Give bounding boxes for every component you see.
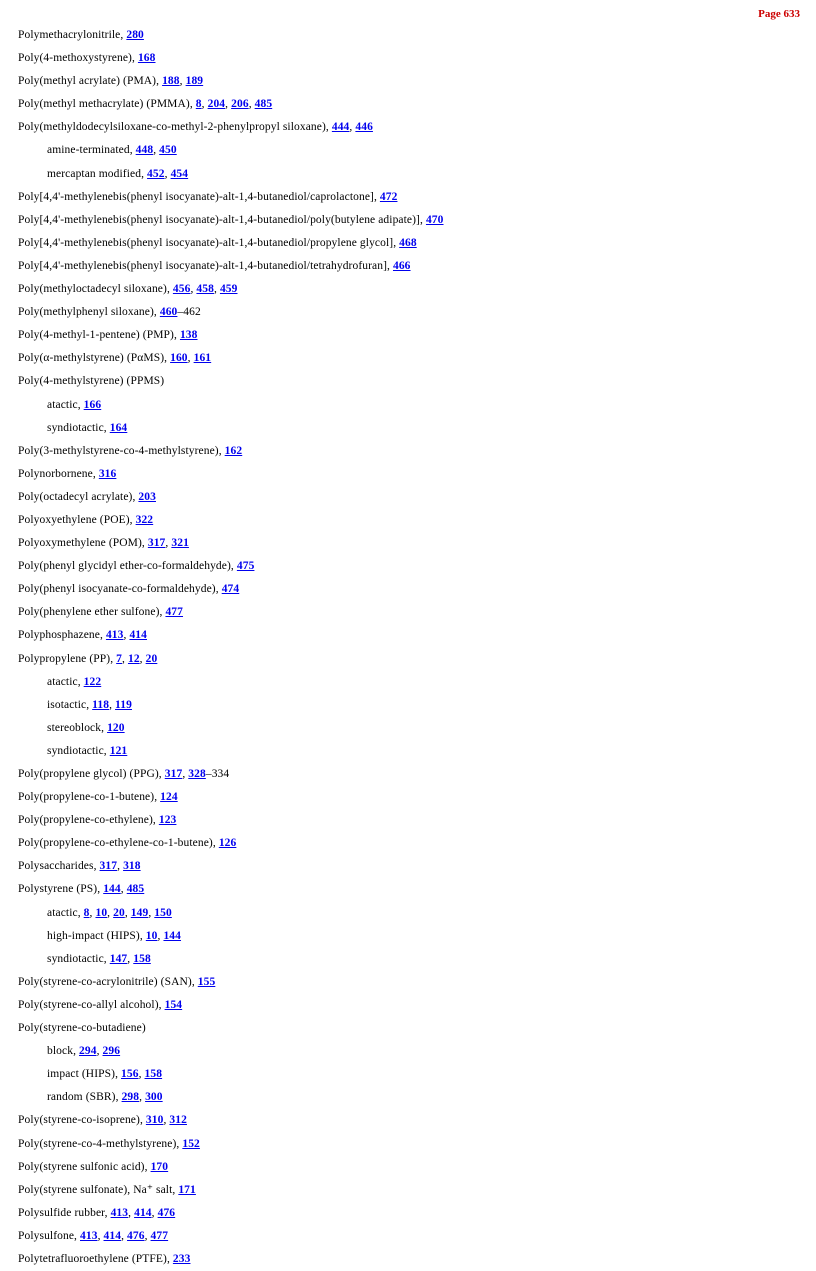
index-term: Polypropylene (PP) [18,652,111,665]
index-term: mercaptan modified [47,167,142,180]
page-link[interactable]: 122 [83,675,102,688]
index-entry: Polyoxymethylene (POM), 317, 321 [18,537,189,550]
index-entry: Poly(3-methylstyrene-co-4-methylstyrene), 162 [18,444,243,457]
page-link[interactable]: 154 [164,998,183,1011]
page-link[interactable]: 450 [159,144,177,157]
index-entry: Poly(propylene glycol) (PPG), 317, 328–334 [18,768,230,780]
index-term: Poly(styrene-co-4-methylstyrene) [18,1137,177,1150]
page-link[interactable]: 456 [172,283,191,296]
page-link[interactable]: 322 [135,513,154,526]
page-link[interactable]: 20 [145,652,158,665]
page-link[interactable]: 475 [236,560,255,573]
page-link[interactable]: 321 [171,537,189,550]
index-term: Poly(styrene sulfonate), Na⁺ salt [18,1183,173,1196]
page-link[interactable]: 296 [102,1045,121,1058]
index-term: Polystyrene (PS) [18,883,98,896]
index-subentry: atactic, 122 [47,675,102,688]
page-link[interactable]: 150 [154,906,172,919]
page-link[interactable]: 20 [113,906,125,919]
page-link[interactable]: 318 [123,860,141,873]
page-link[interactable]: 454 [170,167,189,180]
page-link[interactable]: 459 [219,283,238,296]
page-link[interactable]: 233 [172,1252,191,1265]
page-link[interactable]: 156 [121,1068,139,1081]
page-link[interactable]: 474 [221,583,240,596]
index-term: high-impact (HIPS) [47,929,140,942]
index-entry: Polymethacrylonitrile, 280 [18,29,144,41]
page-link[interactable]: 152 [182,1137,200,1150]
index-term: Poly(propylene-co-1-butene) [18,791,155,804]
page-link[interactable]: 466 [392,259,411,272]
page-link[interactable]: 171 [178,1183,196,1196]
index-entry: Polynorbornene, 316 [18,467,117,480]
index-term: random (SBR) [47,1091,116,1104]
index-entry: Polysaccharides, 317, 318 [18,860,141,873]
page-link[interactable]: 120 [107,721,125,734]
index-entry: Poly[4,4'-methylenebis(phenyl isocyanate)-alt-1,4-butanediol/caprolactone], 472 [18,190,398,203]
page-link[interactable]: 158 [144,1068,163,1081]
index-term: Polyoxyethylene (POE) [18,513,130,526]
index-entry: Poly(methyl methacrylate) (PMMA), 8, 204, 206, 485 [18,98,273,111]
page-link[interactable]: 470 [425,213,444,226]
index-term: Poly(styrene-co-butadiene) [18,1022,146,1035]
page-link[interactable]: 413 [110,1206,129,1219]
index-entry: Poly(phenylene ether sulfone), 477 [18,606,184,619]
index-term: Poly[4,4'-methylenebis(phenyl isocyanate)-alt-1,4-butanediol/tetrahydrofuran] [18,259,388,272]
page-link[interactable]: 485 [254,98,273,111]
page-link[interactable]: 166 [83,398,102,411]
page-link[interactable]: 168 [137,52,156,65]
index-entry [18,370,804,393]
index-term: Poly(4-methylstyrene) (PPMS) [18,375,165,388]
index-entry: Poly(methyloctadecyl siloxane), 456, 458, 459 [18,283,238,296]
page-link[interactable]: 147 [109,952,128,965]
index-term: Poly(phenyl glycidyl ether-co-formaldehyde) [18,560,231,573]
page-link[interactable]: 312 [169,1114,187,1127]
page-link[interactable]: 121 [109,744,128,757]
page-link[interactable]: 164 [109,421,128,434]
index-entry: Poly(propylene-co-ethylene), 123 [18,814,177,827]
index-entry: Polyphosphazene, 413, 414 [18,629,148,642]
page-link[interactable]: 12 [127,652,140,665]
index-subentry: atactic, 166 [47,398,102,411]
index-term: syndiotactic [47,421,104,434]
index-entry: Polypropylene (PP), 7, 12, 20 [18,652,158,665]
page-link[interactable]: 460 [159,306,178,319]
page-link[interactable]: 328 [188,768,206,780]
index-entry: Poly(styrene sulfonate), Na⁺ salt, 171 [18,1183,196,1196]
page-link[interactable]: 158 [133,952,151,965]
index-term: isotactic [47,698,87,711]
page-link[interactable]: 413 [105,629,124,642]
page-link[interactable]: 144 [163,929,182,942]
index-term: Poly[4,4'-methylenebis(phenyl isocyanate)-alt-1,4-butanediol/caprolactone] [18,190,374,203]
index-entry: Poly(methylphenyl siloxane), 460–462 [18,306,201,319]
page-link[interactable]: 414 [134,1206,152,1219]
page-link[interactable]: 138 [179,329,198,342]
page-link[interactable]: 160 [170,352,188,365]
index-subentry: block, 294, 296 [47,1045,121,1058]
index-entry: Poly[4,4'-methylenebis(phenyl isocyanate)-alt-1,4-butanediol/tetrahydrofuran], 466 [18,259,411,272]
page-link[interactable]: 8 [195,98,202,111]
page-link[interactable]: 476 [127,1229,145,1242]
index-entry: Polytetrafluoroethylene (PTFE), 233 [18,1252,191,1265]
index-entry: Poly[4,4'-methylenebis(phenyl isocyanate)-alt-1,4-butanediol/poly(butylene adipate)], 470 [18,213,444,226]
index-term: Poly(phenylene ether sulfone) [18,606,160,619]
index-term: stereoblock [47,721,102,734]
page-range-end: 462 [183,306,201,319]
index-term: Poly(phenyl isocyanate-co-formaldehyde) [18,583,216,596]
index-term: Poly(propylene-co-ethylene-co-1-butene) [18,837,213,850]
index-entry: Poly(4-methoxystyrene), 168 [18,52,156,65]
index-term: atactic [47,906,78,919]
page-link[interactable]: 203 [138,490,156,503]
page-link[interactable]: 316 [98,467,117,480]
index-entry: Poly(styrene-co-acrylonitrile) (SAN), 155 [18,975,216,988]
index-entry: Polystyrene (PS), 144, 485 [18,883,145,896]
page-link[interactable]: 477 [165,606,184,619]
index-term: Polymethacrylonitrile [18,29,121,41]
index-term: Poly(propylene glycol) (PPG) [18,768,159,780]
index-term: Polytetrafluoroethylene (PTFE) [18,1252,167,1265]
index-list [18,24,804,1271]
page-link[interactable]: 161 [193,352,212,365]
index-term: Polysulfone [18,1229,75,1242]
index-entry: Poly(propylene-co-ethylene-co-1-butene), 126 [18,837,237,850]
index-term: Poly[4,4'-methylenebis(phenyl isocyanate)-alt-1,4-butanediol/propylene glycol] [18,236,394,249]
index-entry [18,1017,804,1040]
index-term: Polysulfide rubber [18,1206,105,1219]
page-link[interactable]: 294 [79,1045,97,1058]
index-term: Polynorbornene [18,467,93,480]
page-link[interactable]: 8 [83,906,90,919]
index-subentry: isotactic, 118, 119 [47,698,132,711]
page-link[interactable]: 300 [145,1091,163,1104]
index-subentry: syndiotactic, 147, 158 [47,952,151,965]
page-link[interactable]: 119 [115,698,132,711]
index-term: Poly(methyl methacrylate) (PMMA) [18,98,190,111]
index-term: block [47,1045,74,1058]
index-term: Poly(styrene-co-isoprene) [18,1114,140,1127]
index-term: Polyoxymethylene (POM) [18,537,142,550]
index-term: Poly(3-methylstyrene-co-4-methylstyrene) [18,444,219,457]
index-entry: Poly(styrene-co-4-methylstyrene), 152 [18,1137,200,1150]
index-subentry: stereoblock, 120 [47,721,125,734]
index-subentry: amine-terminated, 448, 450 [47,144,177,157]
index-term: Poly(styrene-co-acrylonitrile) (SAN) [18,975,192,988]
index-term: Poly(methylphenyl siloxane) [18,306,154,319]
page-link[interactable]: 414 [129,629,148,642]
index-entry: Poly(methyl acrylate) (PMA), 188, 189 [18,75,204,88]
index-term: impact (HIPS) [47,1068,116,1081]
index-entry: Polyoxyethylene (POE), 322 [18,513,154,526]
page-link[interactable]: 280 [126,29,144,41]
page-range-end: 334 [211,768,230,780]
page-link[interactable]: 10 [145,929,158,942]
index-term: Poly(4-methoxystyrene) [18,52,132,65]
index-entry: Poly(methyldodecylsiloxane-co-methyl-2-phenylpropyl siloxane), 444, 446 [18,121,373,134]
index-term: atactic [47,398,78,411]
index-term: Poly(methyl acrylate) (PMA) [18,75,157,88]
index-entry: Poly(styrene sulfonic acid), 170 [18,1160,169,1173]
page-number: Page 633 [758,8,800,20]
page-link[interactable]: 444 [331,121,350,134]
page-link[interactable]: 126 [218,837,237,850]
index-entry: Poly(styrene-co-allyl alcohol), 154 [18,998,183,1011]
index-entry: Poly(propylene-co-1-butene), 124 [18,791,178,804]
index-term: atactic [47,675,78,688]
page-link[interactable]: 170 [150,1160,169,1173]
index-term: Poly(methyloctadecyl siloxane) [18,283,167,296]
index-term: Polysaccharides [18,860,94,873]
page-link[interactable]: 206 [231,98,249,111]
page-link[interactable]: 10 [95,906,108,919]
index-subentry: impact (HIPS), 156, 158 [47,1068,163,1081]
index-term: Poly(methyldodecylsiloxane-co-methyl-2-phenylpropyl siloxane) [18,121,326,134]
page-link[interactable]: 458 [196,283,214,296]
page-link[interactable]: 413 [80,1229,98,1242]
index-subentry: syndiotactic, 164 [47,421,128,434]
index-subentry: high-impact (HIPS), 10, 144 [47,929,182,942]
page-link[interactable]: 414 [103,1229,122,1242]
page-link[interactable]: 448 [135,144,154,157]
page-link[interactable]: 485 [126,883,145,896]
index-subentry: syndiotactic, 121 [47,744,128,757]
index-term: Poly(4-methyl-1-pentene) (PMP) [18,329,174,342]
index-subentry: mercaptan modified, 452, 454 [47,167,189,180]
index-entry: Polysulfide rubber, 413, 414, 476 [18,1206,176,1219]
index-entry: Poly(4-methyl-1-pentene) (PMP), 138 [18,329,198,342]
index-entry: Poly(phenyl glycidyl ether-co-formaldehyde), 475 [18,560,255,573]
index-entry: Poly(phenyl isocyanate-co-formaldehyde), 474 [18,583,240,596]
index-term: Poly[4,4'-methylenebis(phenyl isocyanate)-alt-1,4-butanediol/poly(butylene adipate)] [18,213,420,226]
page-link[interactable]: 162 [224,444,243,457]
page-link[interactable]: 124 [160,791,178,804]
page-link[interactable]: 118 [92,698,110,711]
page-link[interactable]: 155 [197,975,216,988]
page-link[interactable]: 452 [147,167,165,180]
index-term: syndiotactic [47,952,104,965]
index-term: syndiotactic [47,744,104,757]
page-link[interactable]: 472 [379,190,398,203]
page-link[interactable]: 149 [130,906,149,919]
page-link[interactable]: 189 [185,75,204,88]
page-link[interactable]: 317 [164,768,183,780]
page-link[interactable]: 144 [103,883,121,896]
index-entry: Poly(α-methylstyrene) (PαMS), 160, 161 [18,352,212,365]
page-link[interactable]: 317 [99,860,118,873]
page-link[interactable]: 204 [207,98,226,111]
index-term: Poly(propylene-co-ethylene) [18,814,153,827]
page-link[interactable]: 298 [121,1091,140,1104]
index-subentry: random (SBR), 298, 300 [47,1091,163,1104]
page-link[interactable]: 188 [162,75,180,88]
index-entry: Poly(octadecyl acrylate), 203 [18,490,156,503]
page-link[interactable]: 310 [145,1114,164,1127]
index-term: Poly(α-methylstyrene) (PαMS) [18,352,165,365]
page-link[interactable]: 446 [355,121,373,134]
index-entry: Poly[4,4'-methylenebis(phenyl isocyanate)-alt-1,4-butanediol/propylene glycol], 468 [18,236,417,249]
index-entry: Polysulfone, 413, 414, 476, 477 [18,1229,169,1242]
page-link[interactable]: 317 [147,537,166,550]
page-link[interactable]: 468 [399,236,417,249]
index-term: amine-terminated [47,144,130,157]
index-entry: Poly(styrene-co-isoprene), 310, 312 [18,1114,187,1127]
index-term: Polyphosphazene [18,629,100,642]
page-link[interactable]: 7 [116,652,123,665]
page-link[interactable]: 123 [158,814,177,827]
index-term: Poly(styrene sulfonic acid) [18,1160,145,1173]
index-term: Poly(styrene-co-allyl alcohol) [18,998,159,1011]
index-term: Poly(octadecyl acrylate) [18,490,133,503]
page-link[interactable]: 477 [150,1229,169,1242]
index-subentry: atactic, 8, 10, 20, 149, 150 [47,906,172,919]
page-link[interactable]: 476 [157,1206,176,1219]
